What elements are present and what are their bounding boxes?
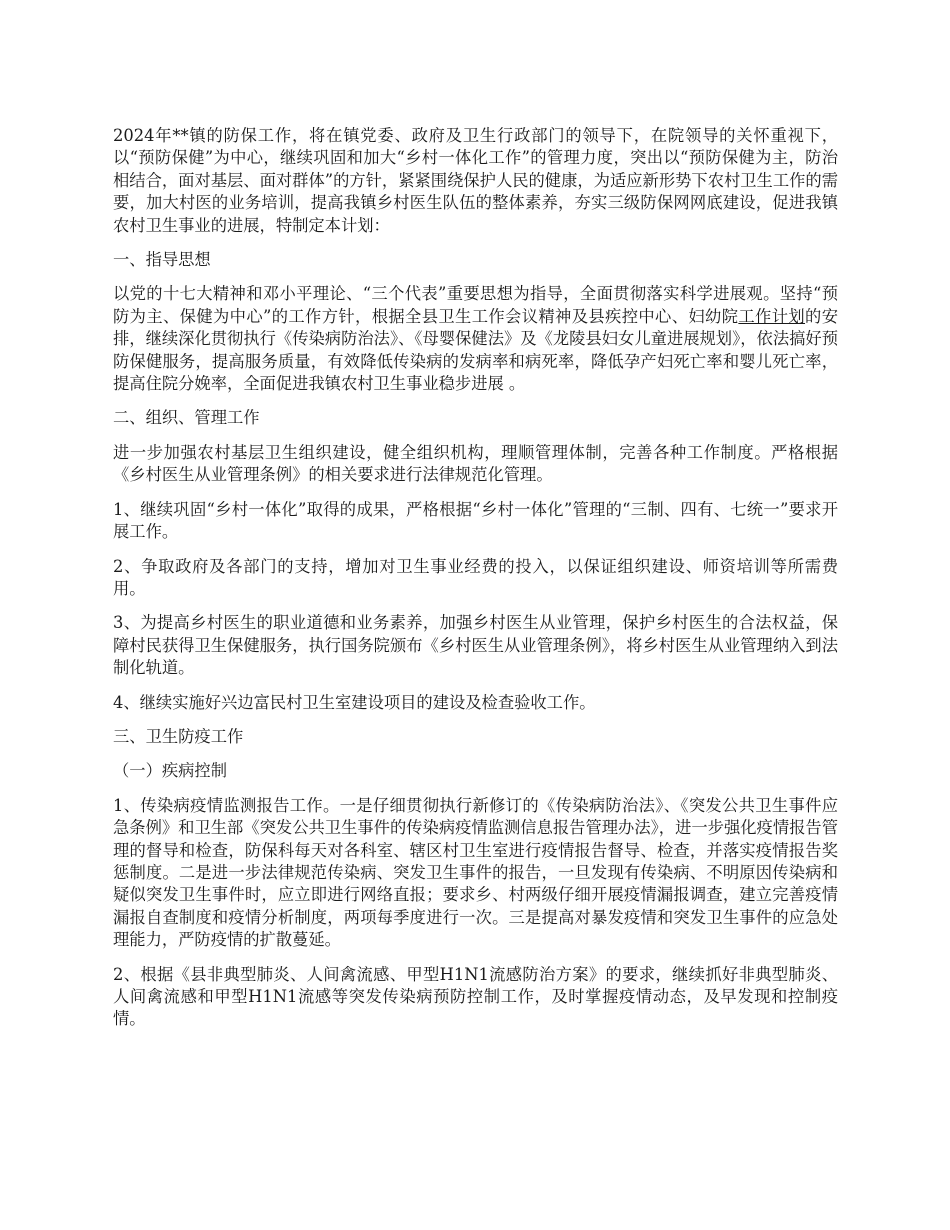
organization-item-2: 2、争取政府及各部门的支持，增加对卫生事业经费的投入，以保证组织建设、师资培训等所需费用。 xyxy=(113,556,838,598)
section-heading-epidemic-prevention: 三、卫生防疫工作 xyxy=(113,726,244,746)
disease-control-item-2: 2、根据《县非典型肺炎、人间禽流感、甲型H1N1流感防治方案》的要求，继续抓好非典型肺炎、人间禽流感和甲型H1N1流感等突发传染病预防控制工作，及时掌握疫情动态，及早发现和控制疫情。 xyxy=(113,964,838,1029)
section-heading-guiding-ideology: 一、指导思想 xyxy=(113,250,211,270)
organization-item-4: 4、继续实施好兴边富民村卫生室建设项目的建设及检查验收工作。 xyxy=(113,692,596,712)
organization-intro-paragraph: 进一步加强农村基层卫生组织建设，健全组织机构，理顺管理体制，完善各种工作制度。严格根据《乡村医生从业管理条例》的相关要求进行法律规范化管理。 xyxy=(113,442,838,485)
intro-paragraph: 2024年**镇的防保工作，将在镇党委、政府及卫生行政部门的领导下，在院领导的关怀重视下，以“预防保健”为中心，继续巩固和加大“乡村一体化工作”的管理力度，突出以“预防保健为主，防治相结合，面对基层、面对群体”的方针，紧紧围绕保护人民的健康，为适应新形势下农村卫生工作的需要，加大村医的业务培训，提高我镇乡村医生队伍的整体素养，夯实三级防保网网底建设，促进我镇农村卫生事业的进展，特制定本计划： xyxy=(113,126,838,235)
disease-control-item-1: 1、传染病疫情监测报告工作。一是仔细贯彻执行新修订的《传染病防治法》、《突发公共卫生事件应急条例》和卫生部《突发公共卫生事件的传染病疫情监测信息报告管理办法》，进一步强化疫情报告管理的督导和检查，防保科每天对各科室、辖区村卫生室进行疫情报告督导、检查，并落实疫情报告奖惩制度。二是进一步法律规范传染病、突发卫生事件的报告，一旦发现有传染病、不明原因传染病和疑似突发卫生事件时，应立即进行网络直报；要求乡、村两级仔细开展疫情漏报调查，建立完善疫情漏报自查制度和疫情分析制度，两项每季度进行一次。三是提高对暴发疫情和突发卫生事件的应急处理能力，严防疫情的扩散蔓延。 xyxy=(113,795,838,950)
guiding-ideology-text-part1: 以党的十七大精神和邓小平理论、“三个代表”重要思想为指导，全面贯彻落实科学进展观。坚持“预防为主、保健为中心”的工作方针，根据全县卫生工作会议精神及县疾控中心、妇幼院 xyxy=(113,284,838,326)
document-body xyxy=(113,125,838,1043)
organization-item-1: 1、继续巩固“乡村一体化”取得的成果，严格根据“乡村一体化”管理的“三制、四有、七统一”要求开展工作。 xyxy=(113,499,838,542)
section-heading-organization-management: 二、组织、管理工作 xyxy=(113,408,260,428)
guiding-ideology-text-part2: 的安排，继续深化贯彻执行《传染病防治法》、《母婴保健法》及《龙陵县妇女儿童进展规划》，依法搞好预防保健服务，提高服务质量，有效降低传染病的发病率和病死率，降低孕产妇死亡率和婴儿死亡率，提高住院分娩率，全面促进我镇农村卫生事业稳步进展 。 xyxy=(113,306,838,394)
work-plan-link[interactable]: 工作计划 xyxy=(738,306,806,326)
guiding-ideology-paragraph xyxy=(113,283,838,395)
organization-item-3: 3、为提高乡村医生的职业道德和业务素养，加强乡村医生从业管理，保护乡村医生的合法权益，保障村民获得卫生保健服务，执行国务院颁布《乡村医生从业管理条例》，将乡村医生从业管理纳入到法制化轨道。 xyxy=(113,613,838,678)
subsection-heading-disease-control: （一）疾病控制 xyxy=(113,761,227,781)
